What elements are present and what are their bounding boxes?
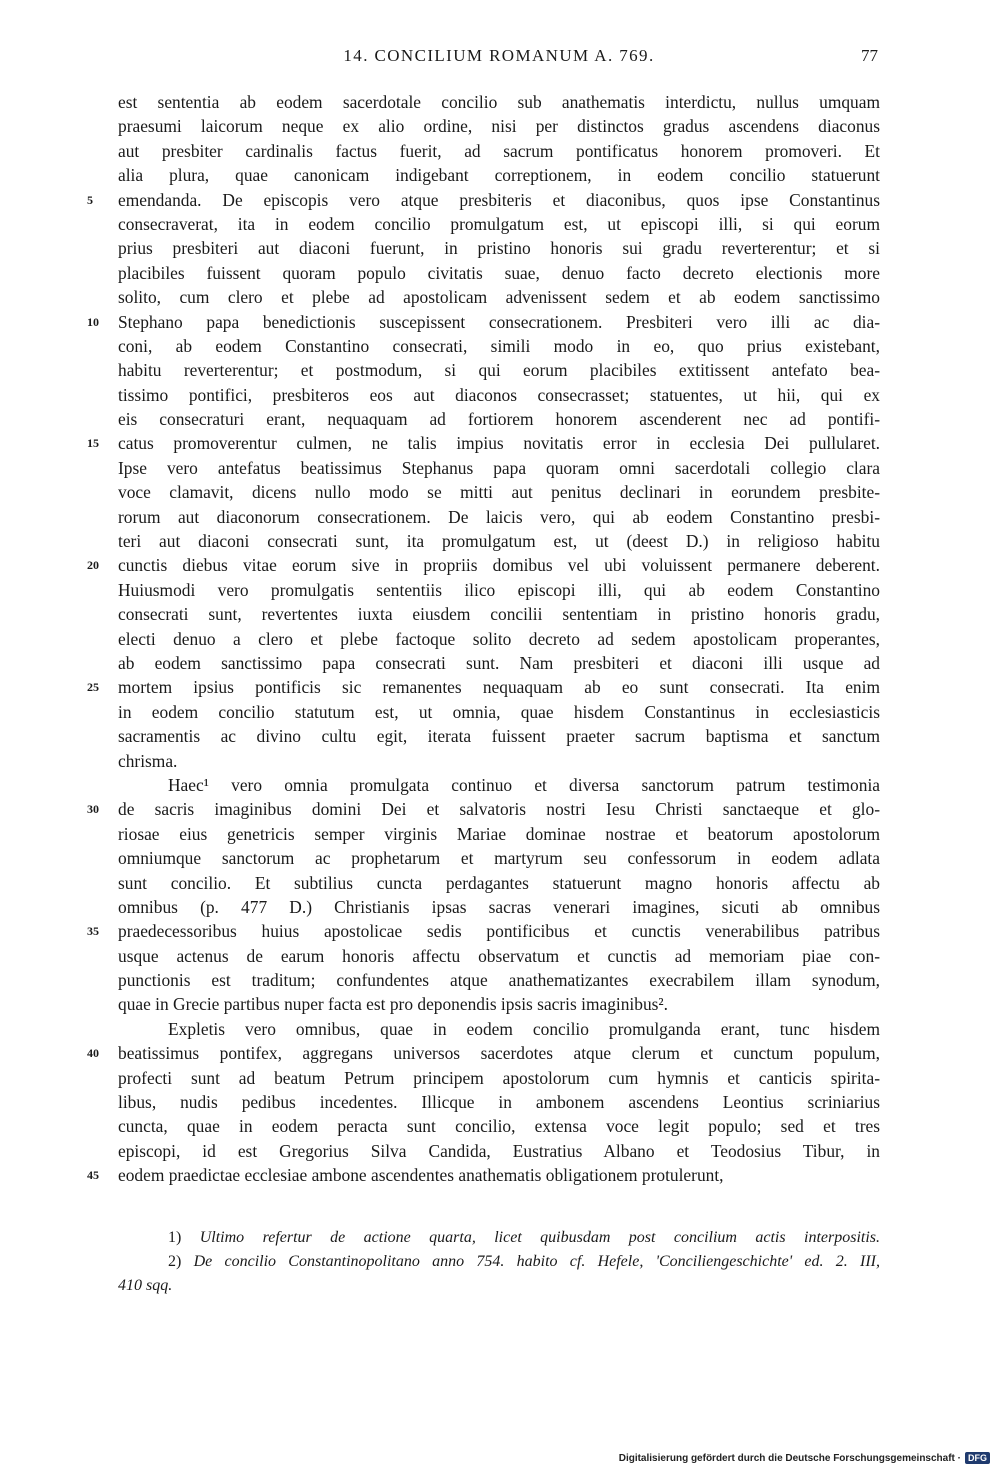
text-line: [118, 651, 880, 675]
running-title: 14. CONCILIUM ROMANUM A. 769.: [343, 46, 655, 65]
line-text: coni, ab eodem Constantino consecrati, simili modo in eo, quo prius existebant,: [118, 335, 880, 356]
text-line: [118, 236, 880, 260]
line-text: usque actenus de earum honoris affectu observatum et cunctis ad memoriam piae con-: [118, 945, 880, 966]
text-line: [118, 456, 880, 480]
text-line: [87, 1163, 880, 1187]
main-text: [87, 90, 880, 1188]
text-line: [118, 1114, 880, 1138]
line-text: prius presbiteri aut diaconi fuerunt, in pristino honoris sui gradu reverterentur; et si: [118, 238, 880, 259]
line-text: eis consecraturi erant, nequaquam ad fortiorem honorem ascenderent nec ad pontifi-: [118, 409, 880, 430]
line-text: emendanda. De episcopis vero atque presbiteris et diaconibus, quos ipse Constantinus: [118, 189, 880, 210]
text-line: [87, 553, 880, 577]
text-line: [118, 627, 880, 651]
footnote-2: 2) De concilio Constantinopolitano anno 754. habito cf. Hefele, 'Conciliengeschichte' ed. 2. III,: [168, 1253, 881, 1270]
text-line: [118, 724, 880, 748]
line-text: Ipse vero antefatus beatissimus Stephanus papa quoram omni sacerdotali collegio clara: [118, 457, 880, 478]
line-text: consecrati sunt, revertentes iuxta eiusdem concilii sententiam in pristino honoris gradu,: [118, 604, 880, 625]
text-line: [118, 871, 880, 895]
line-number: 10: [87, 314, 99, 329]
text-line: [118, 261, 880, 285]
text-line: [118, 505, 880, 529]
line-text: punctionis est traditum; confundentes atque anathematizantes execrabilem illam synodum,: [118, 970, 880, 991]
line-number: 40: [87, 1046, 99, 1061]
text-line: [118, 773, 880, 797]
text-line: [118, 139, 880, 163]
text-line: [118, 212, 880, 236]
credit-text: Digitalisierung gefördert durch die Deutsche Forschungsgemeinschaft ·: [618, 1452, 961, 1464]
dfg-logo: DFG: [965, 1452, 990, 1464]
line-text: profecti sunt ad beatum Petrum principem apostolorum cum hymnis et canticis spirita-: [118, 1067, 880, 1088]
line-text: eodem praedictae ecclesiae ambone ascendentes anathematis obligationem protulerunt,: [118, 1165, 724, 1186]
page-number: 77: [861, 46, 878, 65]
line-text: libus, nudis pedibus incedentes. Illicque in ambonem ascendens Leontius scriniarius: [118, 1092, 880, 1113]
line-text: tissimo pontifici, presbiteros eos aut diaconos consecrasset; statuentes, ut hii, qui ex: [118, 384, 880, 405]
line-text: Haec¹ vero omnia promulgata continuo et diversa sanctorum patrum testimonia: [168, 774, 880, 795]
text-line: [118, 334, 880, 358]
line-text: riosae eius genetricis semper virginis Mariae dominae nostrae et beatorum apostolorum: [118, 823, 880, 844]
text-line: [87, 188, 880, 212]
text-line: [118, 383, 880, 407]
line-text: solito, cum clero et plebe ad apostolicam advenissent sedem et ab eodem sanctissimo: [118, 287, 880, 308]
text-line: [118, 1139, 880, 1163]
line-text: sunt concilio. Et subtilius cuncta perdagantes statuerunt magno honoris affectu ab: [118, 872, 880, 893]
line-text: voce clamavit, dicens nullo modo se mitti aut penitus declinari in eorundem presbite-: [118, 482, 880, 503]
text-line: [118, 1066, 880, 1090]
line-text: omnibus (p. 477 D.) Christianis ipsas sacras venerari imagines, sicuti ab omnibus: [118, 896, 880, 917]
text-line: [118, 90, 880, 114]
line-text: praesumi laicorum neque ex alio ordine, nisi per distinctos gradus ascendens diaconus: [118, 116, 880, 137]
text-line: [118, 114, 880, 138]
text-line: [118, 407, 880, 431]
text-line: [87, 431, 880, 455]
text-line: [118, 895, 880, 919]
line-text: Stephano papa benedictionis suscepissent consecrationem. Presbiteri vero illi ac dia-: [118, 311, 880, 332]
line-text: cunctis diebus vitae eorum sive in propriis domibus vel ubi voluissent permanere deberent.: [118, 555, 880, 576]
text-line: [118, 822, 880, 846]
line-text: Huiusmodi vero promulgatis sententiis ilico episcopi illi, qui ab eodem Constantino: [118, 579, 880, 600]
line-text: est sententia ab eodem sacerdotale concilio sub anathematis interdictu, nullus umquam: [118, 92, 880, 112]
line-text: praedecessoribus huius apostolicae sedis pontificibus et cunctis venerabilibus patribus: [118, 921, 880, 942]
line-text: placibiles fuissent quoram populo civitatis suae, denuo facto decreto electionis more: [118, 262, 880, 283]
line-text: omniumque sanctorum ac prophetarum et martyrum seu confessorum in eodem adlata: [118, 848, 880, 869]
text-line: [118, 944, 880, 968]
text-line: [118, 846, 880, 870]
running-header: [118, 46, 880, 74]
footnotes: [118, 1226, 880, 1298]
line-text: rorum aut diaconorum consecrationem. De laicis vero, qui ab eodem Constantino presbi-: [118, 506, 880, 527]
line-number: 35: [87, 924, 99, 939]
line-text: de sacris imaginibus domini Dei et salvatoris nostri Iesu Christi sanctaeque et glo-: [118, 799, 880, 820]
text-line: [87, 797, 880, 821]
line-number: 5: [87, 192, 93, 207]
line-text: consecraverat, ita in eodem concilio promulgatum est, ut episcopi illi, si qui eorum: [118, 213, 880, 234]
line-text: catus promoverentur culmen, ne talis impius novitatis error in ecclesia Dei pullularet.: [118, 433, 880, 454]
text-line: [118, 992, 880, 1016]
line-number: 25: [87, 680, 99, 695]
text-line: [87, 1041, 880, 1065]
text-line: [87, 919, 880, 943]
text-line: [118, 163, 880, 187]
digitization-credit: [619, 1449, 990, 1467]
line-text: ab eodem sanctissimo papa consecrati sunt. Nam presbiteri et diaconi illi usque ad: [118, 652, 880, 673]
line-number: 15: [87, 436, 99, 451]
text-line: [87, 675, 880, 699]
text-line: [118, 1090, 880, 1114]
line-text: episcopi, id est Gregorius Silva Candida, Eustratius Albano et Teodosius Tibur, in: [118, 1140, 880, 1161]
footnote-2-continued: 410 sqq.: [118, 1277, 173, 1294]
line-number: 20: [87, 558, 99, 573]
line-text: sacramentis ac divino cultu egit, iterata fuissent praeter sacrum baptisma et sanctum: [118, 726, 880, 747]
line-text: in eodem concilio statutum est, ut omnia, quae hisdem Constantinus in ecclesiasticis: [118, 701, 880, 722]
text-line: [118, 285, 880, 309]
text-line: [118, 480, 880, 504]
line-text: habitu reverterentur; et postmodum, si qui eorum placibiles extitissent antefato bea-: [118, 360, 880, 381]
line-text: beatissimus pontifex, aggregans universos sacerdotes atque clerum et cunctum populum,: [118, 1043, 880, 1064]
line-number: 30: [87, 802, 99, 817]
text-line: [118, 578, 880, 602]
line-text: quae in Grecie partibus nuper facta est pro deponendis ipsis sacris imaginibus².: [118, 994, 668, 1015]
line-text: alia plura, quae canonicam indigebant correptionem, in eodem concilio statuerunt: [118, 165, 880, 186]
text-line: [118, 358, 880, 382]
footnote-1: 1) Ultimo refertur de actione quarta, licet quibusdam post concilium actis interpositis.: [168, 1229, 881, 1246]
line-text: teri aut diaconi consecrati sunt, ita promulgatum est, ut (deest D.) in religioso habitu: [118, 531, 880, 552]
text-line: [118, 602, 880, 626]
text-line: [118, 1017, 880, 1041]
text-line: [118, 700, 880, 724]
line-text: Expletis vero omnibus, quae in eodem concilio promulganda erant, tunc hisdem: [168, 1018, 880, 1039]
line-text: aut presbiter cardinalis factus fuerit, ad sacrum pontificatus honorem promoveri. Et: [118, 140, 880, 161]
line-text: chrisma.: [118, 750, 178, 771]
line-text: cuncta, quae in eodem peracta sunt concilio, extensa voce legit populo; sed et tres: [118, 1116, 880, 1137]
text-line: [118, 749, 880, 773]
line-text: mortem ipsius pontificis sic remanentes nequaquam ab eo sunt consecrati. Ita enim: [118, 677, 880, 698]
text-line: [118, 529, 880, 553]
text-line: [87, 310, 880, 334]
line-number: 45: [87, 1168, 99, 1183]
text-line: [118, 968, 880, 992]
line-text: electi denuo a clero et plebe factoque solito decreto ad sedem apostolicam properantes,: [118, 628, 880, 649]
